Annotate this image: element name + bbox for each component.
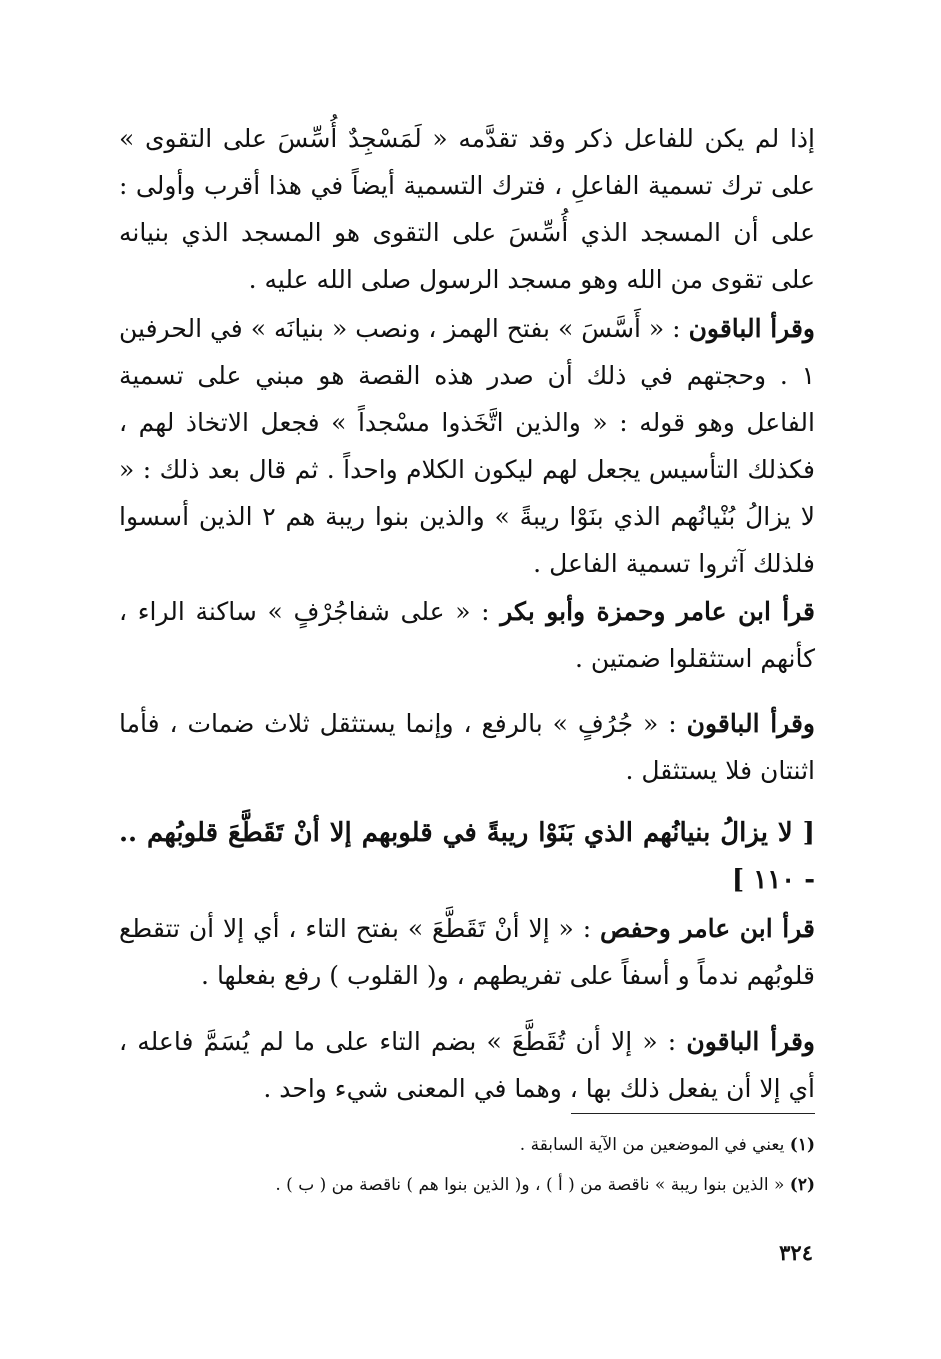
- paragraph-6-lead: وقرأ الباقون: [686, 1027, 815, 1056]
- footnote-2: [119, 1165, 815, 1205]
- paragraph-5: [119, 905, 815, 999]
- footnote-1: [119, 1125, 815, 1165]
- footnote-divider: [571, 1113, 815, 1114]
- paragraph-2: [119, 305, 815, 587]
- paragraph-2-text: : « أَسَّسَ » بفتح الهمز ، ونصب « بنيانَه » في الحرفين ١ . وحجتهم في ذلك أن صدر هذه القصة هو مبني على تسمية الفاعل وهو قوله : « والذين اتَّخَذوا مسْجداً » فجعل الاتخاذ لهم ، فكذلك التأسيس يجعل لهم ليكون الكلام واحداً . ثم قال بعد ذلك : « لا يزالُ بُنْيانُهم الذي بنَوْا ريبةً » والذين بنوا ريبة هم ٢ الذين أسسوا فلذلك آثروا تسمية الفاعل .: [119, 314, 815, 578]
- paragraph-4-lead: وقرأ الباقون: [686, 709, 815, 738]
- footnote-1-text: يعني في الموضعين من الآية السابقة .: [519, 1135, 790, 1155]
- paragraph-6-text: : « إلا أن تُقَطَّعَ » بضم التاء على ما لم يُسَمَّ فاعله ، أي إلا أن يفعل ذلك بها ، وهما في المعنى شيء واحد .: [119, 1027, 815, 1103]
- paragraph-4-text: : « جُرُفٍ » بالرفع ، وإنما يستثقل ثلاث ضمات ، فأما اثنتان فلا يستثقل .: [119, 709, 815, 785]
- quran-verse-text: [ لا يزالُ بنيانُهم الذي بَنَوْا ريبةً في قلوبهم إلا أنْ تَقَطَّعَ قلوبُهم .. - ١١٠ ]: [119, 818, 815, 895]
- paragraph-6: [119, 1018, 815, 1112]
- paragraph-1-text: إذا لم يكن للفاعل ذكر وقد تقدَّمه « لَمَسْجِدٌ أُسِّسَ على التقوى » على ترك تسمية الفاعلِ ، فترك التسمية أيضاً في هذا أقرب وأولى : على أن المسجد الذي أُسِّسَ على التقوى هو المسجد الذي بنيانه على تقوى من الله وهو مسجد الرسول صلى الله عليه .: [119, 124, 815, 294]
- paragraph-3-lead: قرأ ابن عامر وحمزة وأبو بكر: [500, 597, 815, 626]
- paragraph-1: [119, 115, 815, 303]
- paragraph-5-text: : « إلا أنْ تَقَطَّعَ » بفتح التاء ، أي إلا أن تتقطع قلوبُهم ندماً و أسفاً على تفريطهم ، و( القلوب ) رفع بفعلها .: [119, 914, 815, 990]
- footnote-2-number: (٢): [789, 1175, 815, 1195]
- footnotes: [119, 1125, 815, 1205]
- footnote-1-number: (١): [789, 1135, 815, 1155]
- paragraph-3-text: : « على شفاجُرْفٍ » ساكنة الراء ، كأنهم استثقلوا ضمتين .: [119, 597, 815, 673]
- paragraph-5-lead: قرأ ابن عامر وحفص: [599, 914, 815, 943]
- footnote-2-text: « الذين بنوا ريبة » ناقصة من ( أ ) ، و( الذين بنوا هم ) ناقصة من ( ب ) .: [275, 1175, 790, 1195]
- paragraph-3: [119, 588, 815, 682]
- quran-verse: [119, 810, 815, 904]
- paragraph-4: [119, 700, 815, 794]
- paragraph-2-lead: وقرأ الباقون: [688, 314, 815, 343]
- page-number: ٣٢٤: [779, 1240, 813, 1265]
